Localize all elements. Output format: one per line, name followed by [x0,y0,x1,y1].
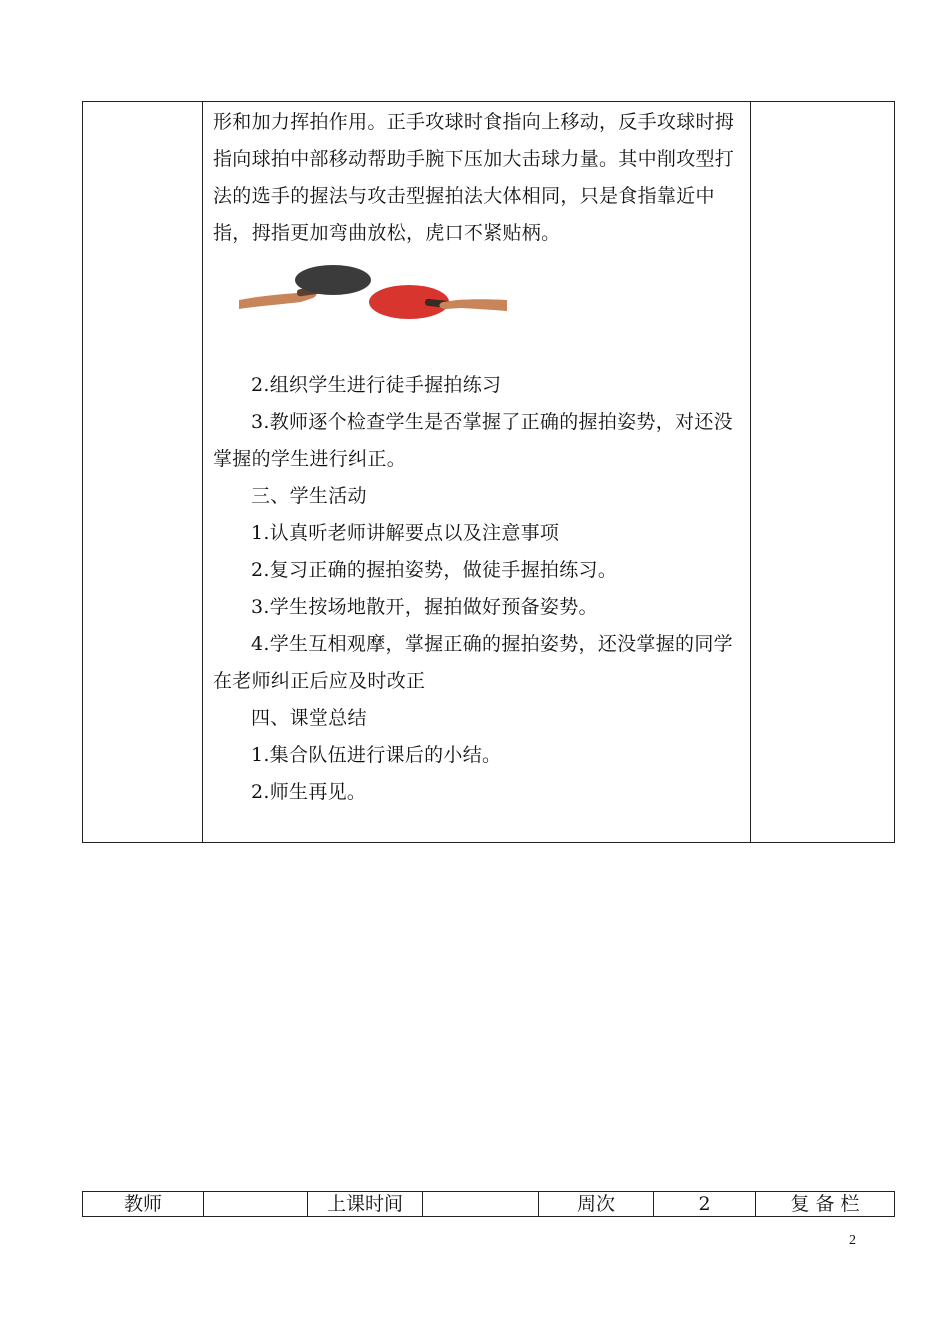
paddle-grip-illustration [239,262,509,332]
paddle-grip-figure [213,252,742,367]
week-value: 2 [654,1192,756,1217]
teacher-value [204,1192,308,1217]
lesson-content-table [82,101,895,843]
student-item: 2.复习正确的握拍姿势，做徒手握拍练习。 [251,559,618,581]
step-item: 3.教师逐个检查学生是否掌握了正确的握拍姿势，对还没掌握的学生进行纠正。 [213,411,733,470]
review-notes-cell [751,102,895,843]
summary-item: 2.师生再见。 [251,781,367,803]
page-number: 2 [849,1233,856,1248]
class-time-label: 上课时间 [308,1192,423,1217]
student-item: 1.认真听老师讲解要点以及注意事项 [251,522,560,544]
summary-item: 1.集合队伍进行课后的小结。 [251,744,502,766]
student-item: 3.学生按场地散开，握拍做好预备姿势。 [251,596,598,618]
left-margin-cell [83,102,203,843]
next-lesson-header-table [82,1191,895,1217]
section-heading-summary: 四、课堂总结 [251,707,367,729]
content-cell [203,102,751,843]
review-column-label: 复 备 栏 [756,1192,895,1217]
week-label: 周次 [539,1192,654,1217]
step-item: 2.组织学生进行徒手握拍练习 [251,374,502,396]
section-heading-student: 三、学生活动 [251,485,367,507]
teacher-label: 教师 [83,1192,204,1217]
student-item: 4.学生互相观摩，掌握正确的握拍姿势，还没掌握的同学在老师纠正后应及时改正 [213,633,733,692]
grip-description-paragraph: 形和加力挥拍作用。正手攻球时食指向上移动，反手攻球时拇指向球拍中部移动帮助手腕下压加大击球力量。其中削攻型打法的选手的握法与攻击型握拍法大体相同，只是食指靠近中指，拇指更加弯曲放松，虎口不紧贴柄。 [213,111,735,244]
class-time-value [423,1192,539,1217]
